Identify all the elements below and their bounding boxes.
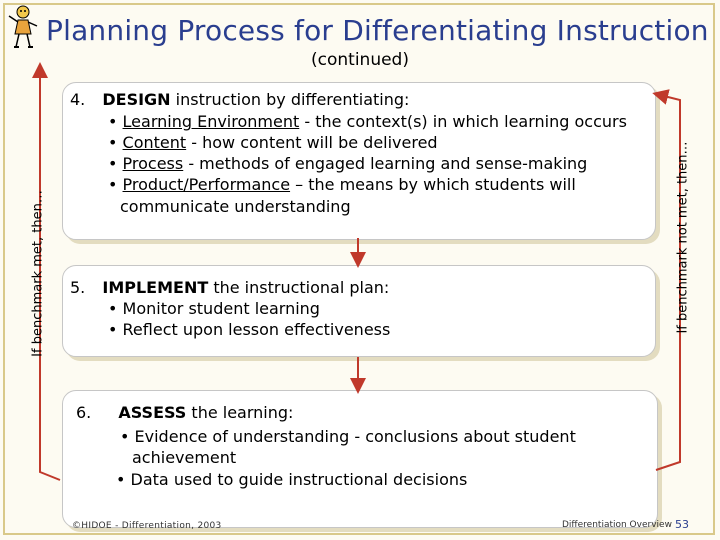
bullet-term: Content [122,133,187,152]
step-number: 4. [70,90,86,109]
bullet-text: Data used to guide instructional decisions [130,470,468,489]
footer-copyright: ©HIDOE - Differentiation, 2003 [72,521,222,531]
bullet-term: Process [122,154,184,173]
side-label-not-met: If benchmark not met, then… [675,141,691,334]
list-item: • Process - methods of engaged learning and sense-making [108,154,588,173]
step-keyword: IMPLEMENT [102,278,209,297]
list-item: • Evidence of understanding - conclusions about student [120,427,576,446]
list-item-continuation: achievement [132,448,237,467]
bullet-term: Product/Performance [122,175,291,194]
bullet-text: Reflect upon lesson effectiveness [122,320,391,339]
step-keyword: DESIGN [102,90,171,109]
list-item: • Learning Environment - the context(s) in which learning occurs [108,112,627,131]
bullet-desc: – the means by which students will [290,175,576,194]
list-item: • Monitor student learning [108,299,320,318]
step-number: 5. [70,278,86,297]
step-number: 6. [76,403,92,422]
bullet-text: Monitor student learning [122,299,320,318]
page-subtitle: (continued) [311,50,409,70]
list-item: • Data used to guide instructional decisions [116,470,468,489]
page-title: Planning Process for Differentiating Instruction [46,14,709,47]
bullet-desc: - the context(s) in which learning occurs [299,112,627,131]
footer-title: Differentiation Overview [562,520,672,530]
list-item: • Content - how content will be delivered [108,133,438,152]
step-text: the learning: [186,403,294,422]
page-number: 53 [675,518,689,531]
list-item: • Product/Performance – the means by which students will [108,175,576,194]
bullet-desc: - how content will be delivered [186,133,438,152]
bullet-text: Evidence of understanding - conclusions about student [134,427,576,446]
bullet-term: Learning Environment [122,112,300,131]
step-keyword: ASSESS [118,403,187,422]
list-item-continuation: communicate understanding [120,197,351,216]
bullet-desc: - methods of engaged learning and sense-making [183,154,588,173]
list-item: • Reflect upon lesson effectiveness [108,320,391,339]
step-text: instruction by differentiating: [170,90,410,109]
side-label-met: If benchmark met, then… [30,190,46,357]
step-text: the instructional plan: [208,278,390,297]
